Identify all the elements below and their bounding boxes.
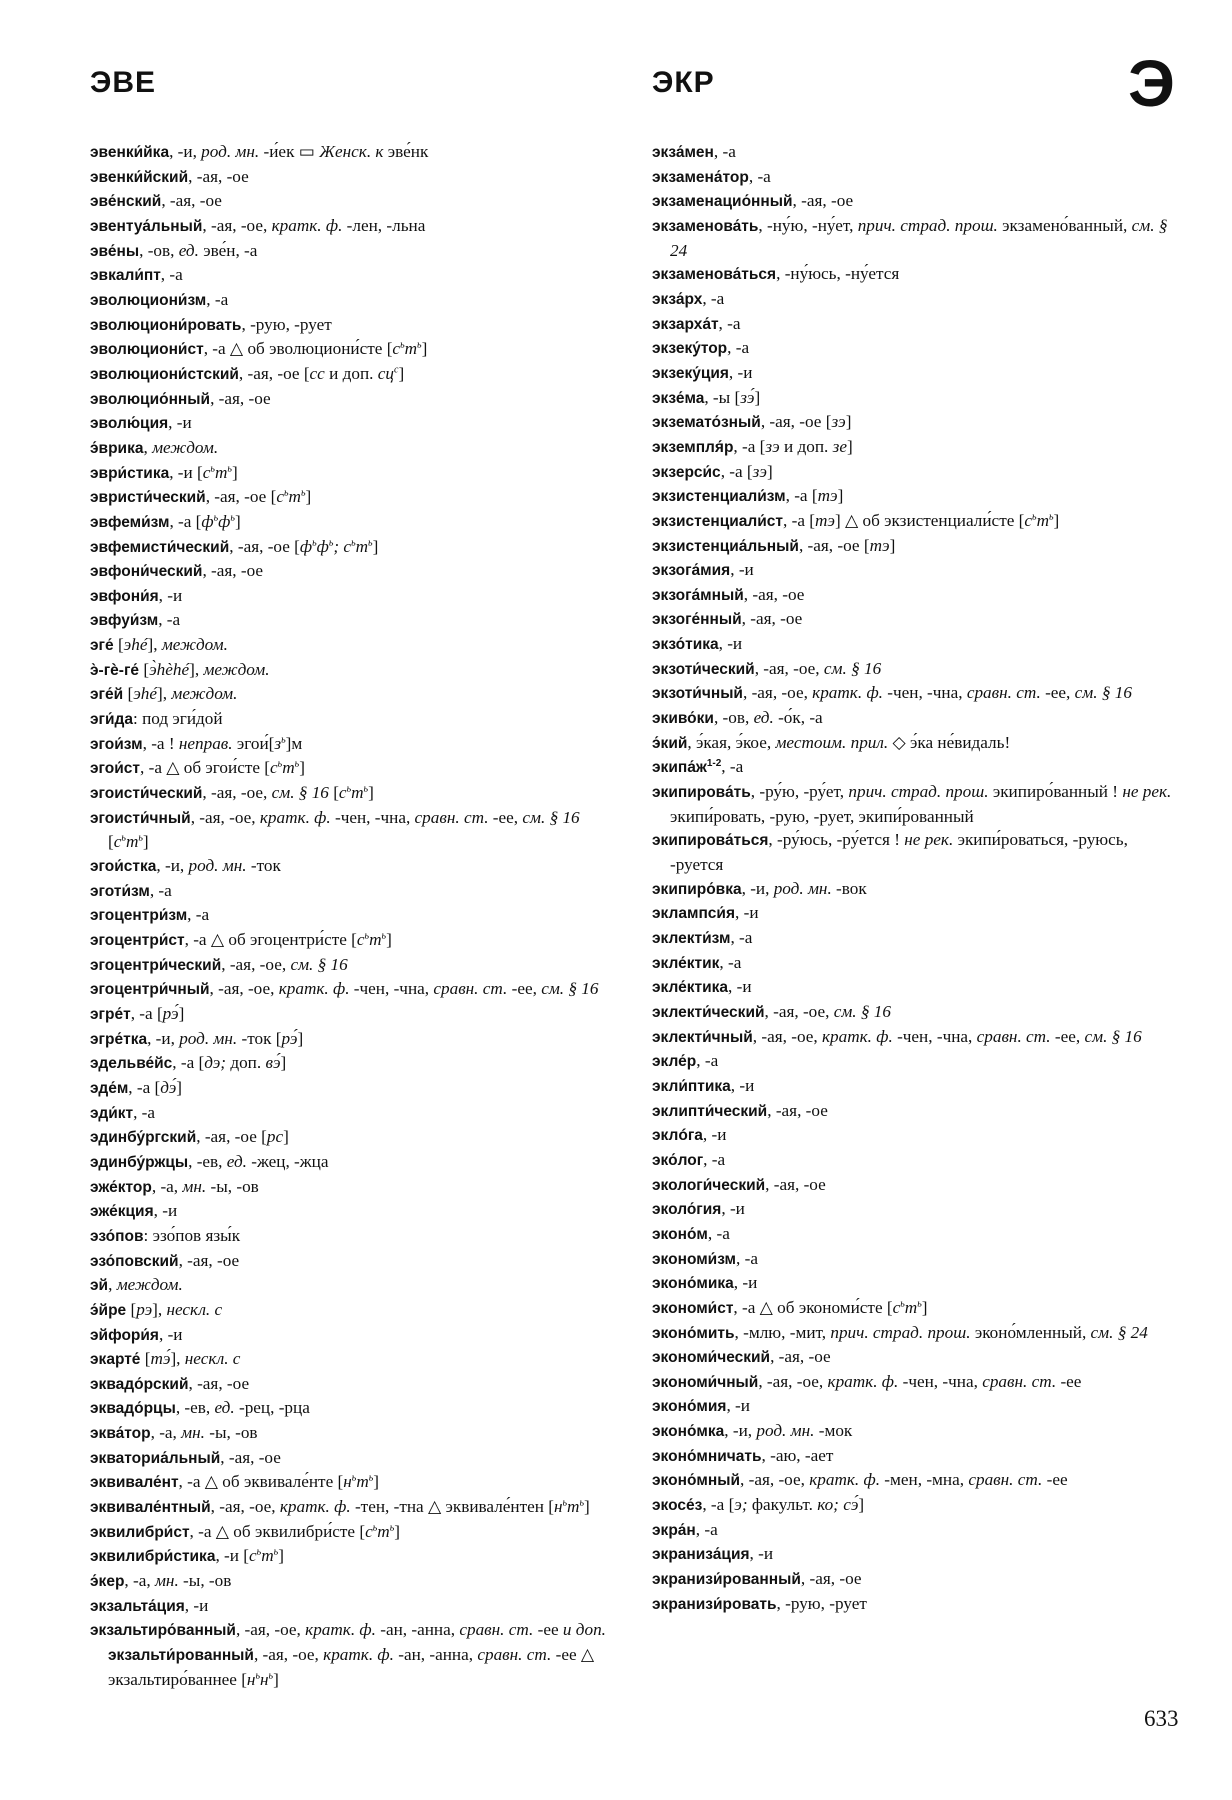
dictionary-entry: э́йре [рэ], нескл. с [90,1299,223,1319]
headword: экваториа́льный [90,1449,221,1467]
dictionary-entry: эве́нский, -ая, -ое [90,191,222,211]
dictionary-entry: экзеку́ция, -и [652,362,753,382]
headword: эгои́зм [90,735,143,753]
dictionary-entry: эконо́м, -а [652,1223,730,1243]
dictionary-entry: эгои́зм, -а ! неправ. $эгои́[з^ь]м$ [90,733,303,753]
headword: экзаменова́ть [652,217,759,235]
dictionary-entry: экранизи́рованный, -ая, -ое [652,1569,862,1589]
dictionary-entry: экзога́мия, -и [652,560,754,580]
headword: эгои́ст [90,760,141,778]
headword: экзаменацио́нный [652,193,793,211]
dictionary-entry: экзальта́ция, -и [90,1595,209,1615]
dictionary-entry: эклипти́ческий, -ая, -ое [652,1100,828,1120]
dictionary-entry: эконо́мика, -и [652,1273,758,1293]
headword: эври́стика [90,464,170,482]
headword: экзога́мия [652,562,731,580]
headword: эгои́стка [90,858,157,876]
left-guide-word: ЭВЕ [90,66,157,99]
dictionary-entry: эклекти́чный, -ая, -ое, кратк. ф. -чен, -чна, сравн. ст. -ее, см. § 16 [652,1026,1142,1046]
dictionary-entry: экземпля́р, -а [зэ и доп. зе] [652,436,853,456]
headword: эдинбу́ргский [90,1129,197,1147]
dictionary-entry: эконо́мничать, -аю, -ает [652,1445,834,1465]
dictionary-entry: экипирова́ть, -ру́ю, -ру́ет, прич. страд. прош. экипиро́ванный ! не рек. экипи́ровать, -рую, -рует, экипи́рованный [652,782,1172,826]
dictionary-entry: экипирова́ться, -ру́юсь, -ру́ется ! не рек. экипи́роваться, -руюсь, -руется [652,830,1128,875]
headword: эже́ктор [90,1178,152,1196]
dictionary-entry: эко́лог, -а [652,1149,726,1169]
dictionary-entry: эклекти́ческий, -ая, -ое, см. § 16 [652,1001,891,1021]
headword: эколо́гия [652,1201,722,1219]
headword: эко́лог [652,1151,704,1169]
dictionary-entry: эгре́т, -а [рэ́] [90,1003,185,1023]
section-letter: Э [1128,46,1175,120]
headword: экзальтиро́ванный [90,1622,236,1640]
dictionary-entry: эволю́ция, -и [90,413,192,433]
left-column [90,140,620,1691]
headword: эгоцентри́чный [90,981,210,999]
dictionary-entry: эклекти́зм, -а [652,928,753,947]
headword: эгоисти́ческий [90,785,203,803]
headword: экарте́ [90,1351,141,1369]
headword: экзе́ма [652,389,705,407]
headword: э́врика [90,439,144,457]
dictionary-entry: эге́ [эhé], междом. [90,635,228,655]
right-column [652,140,1180,1616]
headword: эвкали́пт [90,267,161,285]
dictionary-entry: эже́кция, -и [90,1201,178,1221]
dictionary-entry: эконо́мия, -и [652,1396,750,1416]
dictionary-entry: экзаменацио́нный, -ая, -ое [652,191,854,211]
dictionary-entry: эвфемисти́ческий, -ая, -ое [$ф^ьф^ь$; $с^ьт^ь$] [90,536,379,556]
headword: экраниза́ция [652,1546,750,1564]
headword: эконо́мный [652,1472,741,1490]
dictionary-entry: эйфори́я, -и [90,1324,183,1344]
dictionary-entry: экиво́ки, -ов, ед. -о́к, -а [652,708,823,728]
headword: эволюциони́зм [90,291,207,309]
headword: эдинбу́ржцы [90,1153,189,1171]
dictionary-entry: эвристи́ческий, -ая, -ое $[с^ьт^ь]$ [90,487,312,507]
headword: эклóга [652,1127,703,1145]
dictionary-entry: эдельве́йс, -а [дэ; доп. вэ́] [90,1053,287,1073]
dictionary-entry: эквивале́нтный, -ая, -ое, кратк. ф. -тен, -тна △ эквивале́нтен $[н^ьт^ь]$ [90,1497,590,1517]
dictionary-entry: экваториа́льный, -ая, -ое [90,1447,281,1467]
dictionary-entry: экза́рх, -а [652,288,725,308]
headword: эвфемисти́ческий [90,538,230,556]
dictionary-entry: экономи́ст, -а △ об экономи́сте $[с^ьт^ь]$ [652,1297,928,1317]
dictionary-entry: эзо́повский, -ая, -ое [90,1250,240,1270]
headword: эгоцентри́ческий [90,956,222,974]
dictionary-entry: э́кер, -а, мн. -ы, -ов [90,1571,232,1591]
headword: э́кий [652,734,688,752]
right-guide-word: ЭКР [652,66,715,99]
dictionary-entry: эконо́мить, -млю, -мит, прич. страд. прош. эконо́мленный, см. § 24 [652,1322,1148,1342]
headword: экзистенциа́льный [652,537,799,555]
headword: экономи́ческий [652,1349,771,1367]
dictionary-entry: экзеку́тор, -а [652,338,750,358]
dictionary-entry: экзарха́т, -а [652,313,741,333]
dictionary-entry: эге́й [эhé], междом. [90,684,238,704]
headword: экзоти́ческий [652,660,755,678]
dictionary-entry: эве́ны, -ов, ед. эве́н, -а [90,240,258,260]
headword: эволюциони́ст [90,341,204,359]
dictionary-entry: эже́ктор, -а, мн. -ы, -ов [90,1176,259,1196]
dictionary-entry: эквилибри́стика, -и $[с^ьт^ь]$ [90,1546,284,1566]
dictionary-entry: эгоцентри́ст, -а △ об эгоцентри́сте $[с^ьт^ь]$ [90,930,392,949]
dictionary-entry: эволюциони́ст, -а △ об эволюциони́сте $[с^ьт^ь]$ [90,339,428,359]
headword: экзальта́ция [90,1597,185,1615]
headword: эквивале́нт [90,1474,179,1492]
headword: экранизи́рованный [652,1571,801,1589]
dictionary-entry: экологи́ческий, -ая, -ое [652,1174,826,1194]
headword: экологи́ческий [652,1176,766,1194]
dictionary-entry: эгоцентри́чный, -ая, -ое, кратк. ф. -чен, -чна, сравн. ст. -ее, см. § 16 [90,979,599,999]
headword: эклекти́ческий [652,1003,765,1021]
dictionary-entry: эвенки́йка, -и, род. мн. -и́ек ▭ Женск. к эве́нк [90,142,429,161]
dictionary-entry: экле́ктика, -и [652,977,752,997]
headword: эволюциони́стский [90,365,239,383]
headword: эволюцио́нный [90,390,211,408]
headword: эволю́ция [90,415,169,433]
dictionary-entry: эколо́гия, -и [652,1199,745,1219]
headword: эже́кция [90,1203,154,1221]
headword: экономи́зм [652,1250,736,1268]
headword: эзо́повский [90,1252,179,1270]
headword: экза́мен [652,144,714,161]
dictionary-entry: эвкали́пт, -а [90,265,183,285]
dictionary-entry: экзистенциали́ст, -а [тэ] △ об экзистенциали́сте $[с^ьт^ь]$ [652,510,1060,530]
dictionary-entry: эклóга, -и [652,1125,727,1145]
headword: эконо́мия [652,1398,727,1416]
headword: эвфуи́зм [90,612,159,630]
headword: экосе́з [652,1497,703,1515]
dictionary-entry: эвфеми́зм, -а $[ф^ьф^ь]$ [90,511,241,531]
headword: эготи́зм [90,882,150,900]
headword: экземато́зный [652,414,761,432]
headword: эвфони́я [90,587,159,605]
dictionary-entry: экосе́з, -а [э; факульт. ко; сэ́] [652,1495,865,1515]
dictionary-entry: экле́ктик, -а [652,952,742,972]
headword: экли́птика [652,1077,731,1095]
dictionary-entry: эгоисти́чный, -ая, -ое, кратк. ф. -чен, -чна, сравн. ст. -ее, см. § 16 $[с^ьт^ь]$ [90,807,580,852]
dictionary-entry: эвфони́ческий, -ая, -ое [90,561,264,581]
dictionary-entry: экзаменова́ть, -ну́ю, -ну́ет, прич. страд. прош. экзамено́ванный, см. § 24 [652,215,1168,260]
headword: эгоцентри́зм [90,907,188,925]
headword: э́кер [90,1573,125,1591]
dictionary-entry: эквадо́рцы, -ев, ед. -рец, -рца [90,1398,310,1418]
dictionary-entry: эдинбу́ржцы, -ев, ед. -жец, -жца [90,1151,329,1171]
headword: эвенки́йский [90,168,189,186]
headword: эконо́м [652,1225,708,1243]
headword: эконо́мика [652,1275,734,1293]
headword: экзоти́чный [652,685,743,703]
headword: эконо́мка [652,1423,725,1441]
dictionary-entry: эвентуа́льный, -ая, -ое, кратк. ф. -лен, -льна [90,215,426,235]
headword: э̀-гѐ-ге́ [90,661,140,679]
headword: $экипа́ж^{1-2}$ [652,758,722,777]
headword: экзистенциали́зм [652,488,786,506]
headword: эде́м [90,1079,129,1097]
dictionary-entry: экраниза́ция, -и [652,1544,774,1564]
headword: эконо́мничать [652,1447,762,1465]
dictionary-entry: экономи́зм, -а [652,1248,758,1268]
dictionary-entry: экзистенциали́зм, -а [тэ] [652,486,844,506]
page-number: 633 [1144,1706,1179,1731]
headword: экзаменова́ться [652,266,777,284]
headword: эвентуа́льный [90,217,203,235]
headword: эквилибри́ст [90,1523,190,1541]
headword: экза́рх [652,290,703,308]
headword: эквадо́рский [90,1375,189,1393]
dictionary-entry: э̀-гѐ-ге́ [э̀hѐhé], междом. [90,659,270,679]
dictionary-entry: экранизи́ровать, -рую, -рует [652,1593,867,1613]
headword: экле́р [652,1053,697,1071]
dictionary-entry: экле́р, -а [652,1051,719,1071]
headword: эквилибри́стика [90,1548,216,1566]
dictionary-entry: экзерси́с, -а [зэ] [652,461,773,481]
headword: эгоцентри́ст [90,932,185,949]
headword: эги́да [90,711,134,729]
dictionary-entry: эволюциони́ровать, -рую, -рует [90,314,332,334]
dictionary-entry: эгре́тка, -и, род. мн. -ток [рэ́] [90,1028,304,1048]
headword: эдельве́йс [90,1055,173,1073]
dictionary-entry: эготи́зм, -а [90,880,172,900]
dictionary-entry: эквивале́нт, -а △ об эквивале́нте $[н^ьт^ь]$ [90,1472,380,1492]
headword: экле́ктика [652,979,729,997]
dictionary-entry: экза́мен, -а [652,142,736,161]
headword: экзистенциали́ст [652,512,784,530]
headword: э́йре [90,1301,127,1319]
headword: эконо́мить [652,1324,735,1342]
headword: эвфони́ческий [90,563,203,581]
dictionary-entry: эклампси́я, -и [652,903,759,923]
headword: эквадо́рцы [90,1400,176,1418]
headword: экзеку́ция [652,364,729,382]
dictionary-entry: экра́н, -а [652,1519,718,1539]
headword: эйфори́я [90,1326,159,1344]
dictionary-entry: экземато́зный, -ая, -ое [зэ] [652,412,852,432]
headword: эква́тор [90,1425,151,1443]
headword: эквивале́нтный [90,1499,211,1517]
dictionary-entry: эволюциони́стский, -ая, -ое [сс и доп. $сц^с$] [90,363,405,383]
dictionary-entry: эди́кт, -а [90,1102,156,1122]
dictionary-entry: экзога́мный, -ая, -ое [652,584,805,604]
dictionary-entry: эй, междом. [90,1275,183,1295]
headword: эве́ны [90,242,140,260]
headword: эзо́пов [90,1227,144,1245]
dictionary-entry: эвфони́я, -и [90,585,183,605]
dictionary-entry: экзистенциа́льный, -ая, -ое [тэ] [652,535,896,555]
dictionary-entry: экзоти́чный, -ая, -ое, кратк. ф. -чен, -чна, сравн. ст. -ее, см. § 16 [652,683,1132,703]
dictionary-entry: эгоцентри́зм, -а [90,905,210,925]
dictionary-entry: э́кий, э́кая, э́кое, местоим. прил. ◇ э́ка не́видаль! [652,732,1011,752]
dictionary-entry: экзамена́тор, -а [652,166,771,186]
headword: экле́ктик [652,954,720,972]
headword: экзеку́тор [652,340,728,358]
headword: экономи́чный [652,1373,759,1391]
headword: эгре́тка [90,1030,148,1048]
headword: экзоге́нный [652,611,742,629]
dictionary-entry: экли́птика, -и [652,1075,755,1095]
headword: экиво́ки [652,710,714,728]
dictionary-entry: эволюцио́нный, -ая, -ое [90,388,271,408]
headword: экзерси́с [652,463,721,481]
headword: эгре́т [90,1005,131,1023]
dictionary-entry: эволюциони́зм, -а [90,289,229,309]
dictionary-entry: э́врика, междом. [90,437,219,457]
dictionary-entry: эгоисти́ческий, -ая, -ое, см. § 16 $[с^ьт^ь]$ [90,783,374,803]
dictionary-entry: эконо́мка, -и, род. мн. -мок [652,1421,853,1441]
headword: эклекти́чный [652,1028,753,1046]
dictionary-entry: эвенки́йский, -ая, -ое [90,166,249,186]
headword: эволюциони́ровать [90,316,242,334]
dictionary-entry: экзоти́ческий, -ая, -ое, см. § 16 [652,658,882,678]
headword: экзога́мный [652,586,744,604]
dictionary-entry: эгои́ст, -а △ об эгои́сте $[с^ьт^ь]$ [90,758,305,778]
dictionary-entry: эде́м, -а [дэ́] [90,1077,183,1097]
headword: экипиро́вка [652,880,742,898]
dictionary-entry: эквадо́рский, -ая, -ое [90,1373,250,1393]
dictionary-entry: эдинбу́ргский, -ая, -ое [рс] [90,1127,289,1147]
dictionary-entry: эква́тор, -а, мн. -ы, -ов [90,1423,258,1443]
dictionary-entry: эгоцентри́ческий, -ая, -ое, см. § 16 [90,954,348,974]
dictionary-entry: эзо́пов: эзо́пов язы́к [90,1225,241,1245]
headword: экипирова́ть [652,784,751,802]
headword: эди́кт [90,1104,134,1122]
dictionary-entry: $экипа́ж^{1-2}$, -а [652,757,744,777]
headword: эге́й [90,686,124,704]
headword: экземпля́р [652,438,734,456]
headword: эгоисти́чный [90,809,191,827]
dictionary-entry: эври́стика, -и $[с^ьт^ь]$ [90,462,238,482]
headword: эге́ [90,637,114,655]
headword: эклампси́я [652,905,735,923]
dictionary-entry: эвфуи́зм, -а [90,610,181,630]
dictionary-entry: эквилибри́ст, -а △ об эквилибри́сте $[с^ьт^ь]$ [90,1521,401,1541]
dictionary-entry: эгои́стка, -и, род. мн. -ток [90,856,281,876]
dictionary-entry: эги́да: под эги́дой [90,709,223,729]
headword: экипирова́ться [652,832,769,850]
headword: экзамена́тор [652,168,749,186]
headword: эклекти́зм [652,930,731,947]
dictionary-entry: экарте́ [тэ́], нескл. с [90,1349,241,1369]
headword: экономи́ст [652,1299,734,1317]
headword: эвфеми́зм [90,513,170,531]
dictionary-entry: экзаменова́ться, -ну́юсь, -ну́ется [652,264,900,284]
headword: эй [90,1277,109,1295]
dictionary-entry: экипиро́вка, -и, род. мн. -вок [652,878,867,898]
headword: экзо́тика [652,636,719,654]
headword: эве́нский [90,193,162,211]
dictionary-entry: экзе́ма, -ы [зэ́] [652,387,761,407]
dictionary-entry: экономи́ческий, -ая, -ое [652,1347,831,1367]
headword: эклипти́ческий [652,1102,768,1120]
headword: экра́н [652,1521,696,1539]
dictionary-entry: экзо́тика, -и [652,634,743,654]
headword: эвенки́йка [90,144,170,161]
dictionary-entry: эконо́мный, -ая, -ое, кратк. ф. -мен, -мна, сравн. ст. -ее [652,1470,1068,1490]
dictionary-entry: экзальтиро́ванный, -ая, -ое, кратк. ф. -ан, -анна, сравн. ст. -ее и доп. экзальти́рованный, -ая, -ое, кратк. ф. -ан, -анна, сравн. ст. -ее △ экзальтиро́ваннее $[н^ьн^ь]$ [90,1620,606,1689]
headword: экзарха́т [652,315,719,333]
headword: экранизи́ровать [652,1595,777,1613]
dictionary-entry: экзоге́нный, -ая, -ое [652,609,803,629]
headword: эвристи́ческий [90,489,206,507]
dictionary-entry: экономи́чный, -ая, -ое, кратк. ф. -чен, -чна, сравн. ст. -ее [652,1371,1082,1391]
